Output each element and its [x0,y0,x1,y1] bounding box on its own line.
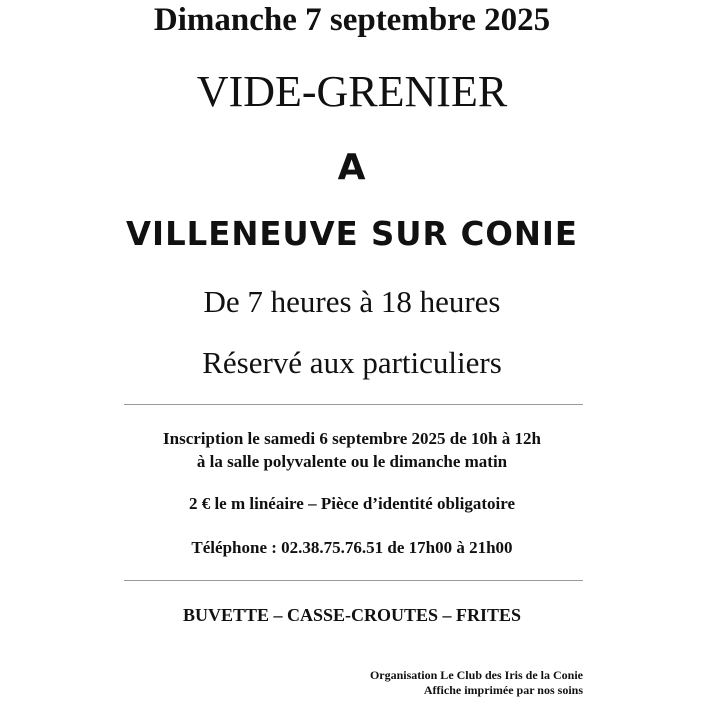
price-info: 2 € le m linéaire – Pièce d’identité obligatoire [188,494,516,513]
divider-bottom [124,580,583,581]
divider-top [124,404,583,405]
registration-line-1: Inscription le samedi 6 septembre 2025 de 10h à 12h [163,429,541,448]
reserved-notice: Réservé aux particuliers [202,345,502,380]
town-name: VILLENEUVE SUR CONIE [126,214,578,253]
registration-line-2: à la salle polyvalente ou le dimanche matin [196,452,508,471]
refreshments: BUVETTE – CASSE-CROUTES – FRITES [182,605,522,625]
event-title: VIDE-GRENIER [196,67,508,116]
preposition: A [337,147,367,188]
organizer-credit: Organisation Le Club des Iris de la Conie [369,668,583,682]
phone-info: Téléphone : 02.38.75.76.51 de 17h00 à 21h00 [191,538,513,557]
event-date: Dimanche 7 septembre 2025 [153,2,551,38]
print-credit: Affiche imprimée par nos soins [423,683,583,697]
opening-hours: De 7 heures à 18 heures [203,284,501,319]
